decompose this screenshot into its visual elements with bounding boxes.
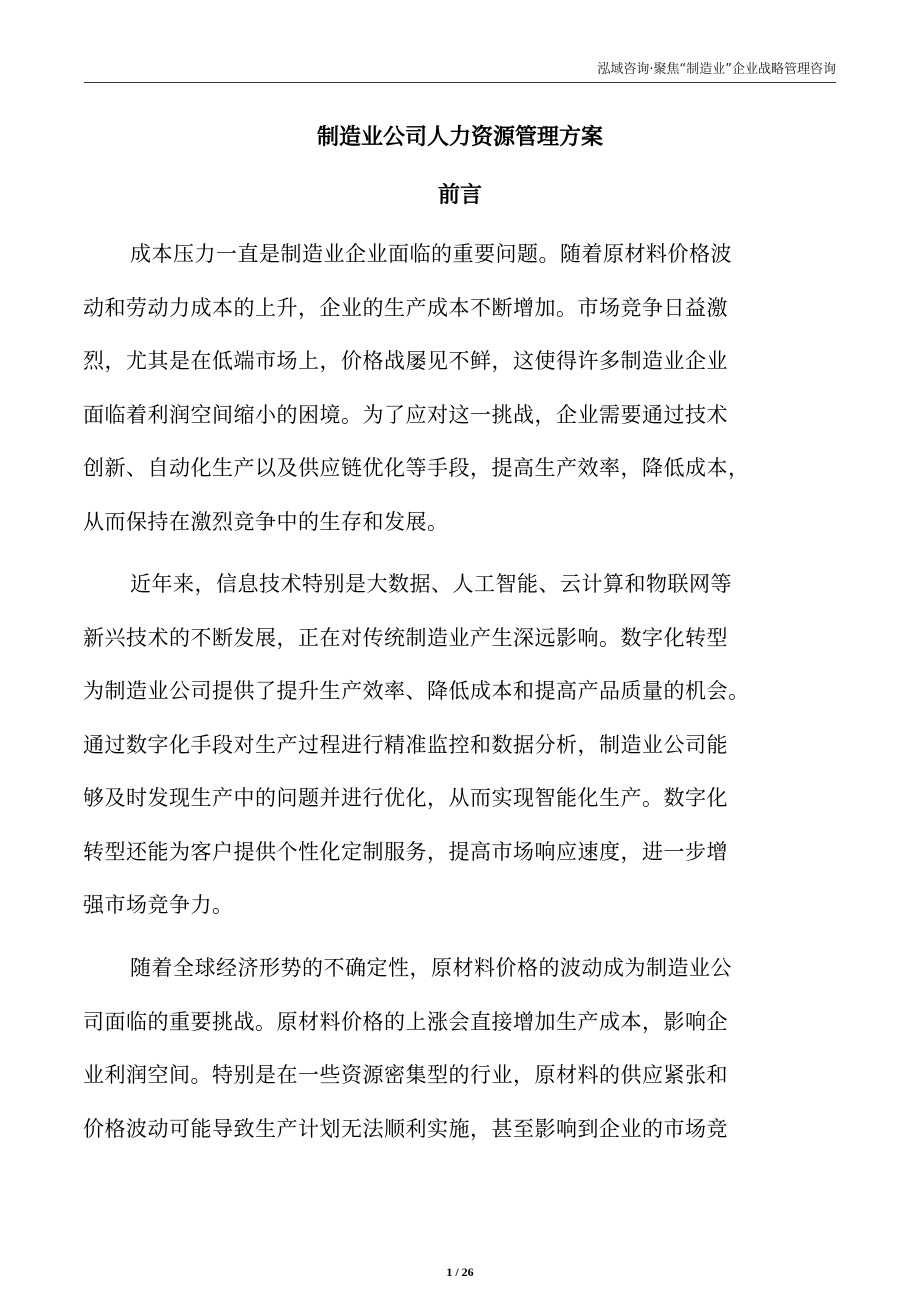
paragraph-line: 动和劳动力成本的上升，企业的生产成本不断增加。市场竞争日益激	[83, 295, 728, 320]
paragraph-line: 近年来，信息技术特别是大数据、人工智能、云计算和物联网等	[130, 572, 732, 596]
paragraph-line: 成本压力一直是制造业企业面临的重要问题。随着原材料价格波	[130, 242, 732, 266]
page-number: 1 / 26	[446, 1265, 474, 1279]
paragraph-3	[83, 942, 843, 1156]
header-text: 泓域咨询·聚焦“制造业”企业战略管理咨询	[597, 62, 836, 77]
paragraph-line: 司面临的重要挑战。原材料价格的上涨会直接增加生产成本，影响企	[83, 1009, 728, 1034]
paragraph-line: 新兴技术的不断发展，正在对传统制造业产生深远影响。数字化转型	[83, 625, 728, 650]
paragraph-line: 够及时发现生产中的问题并进行优化，从而实现智能化生产。数字化	[83, 786, 728, 810]
paragraph-line: 创新、自动化生产以及供应链优化等手段，提高生产效率，降低成本，	[83, 456, 750, 480]
section-heading: 前言	[437, 183, 482, 208]
paragraph-line: 业利润空间。特别是在一些资源密集型的行业，原材料的供应紧张和	[83, 1063, 728, 1087]
paragraph-1	[83, 228, 843, 549]
document-title: 制造业公司人力资源管理方案	[316, 125, 603, 150]
paragraph-line: 烈，尤其是在低端市场上，价格战屡见不鲜，这使得许多制造业企业	[83, 349, 728, 373]
paragraph-line: 随着全球经济形势的不确定性，原材料价格的波动成为制造业公	[130, 956, 732, 980]
paragraph-line: 从而保持在激烈竞争中的生存和发展。	[83, 509, 449, 534]
paragraph-line: 为制造业公司提供了提升生产效率、降低成本和提高产品质量的机会。	[83, 679, 750, 703]
paragraph-line: 转型还能为客户提供个性化定制服务，提高市场响应速度，进一步增	[83, 839, 728, 864]
paragraph-line: 通过数字化手段对生产过程进行精准监控和数据分析，制造业公司能	[83, 732, 728, 757]
paragraph-line: 强市场竞争力。	[83, 893, 234, 917]
paragraph-line: 面临着利润空间缩小的困境。为了应对这一挑战，企业需要通过技术	[83, 402, 728, 427]
header-divider	[84, 82, 836, 83]
paragraph-2	[83, 558, 843, 933]
paragraph-line: 价格波动可能导致生产计划无法顺利实施，甚至影响到企业的市场竞	[83, 1116, 728, 1141]
